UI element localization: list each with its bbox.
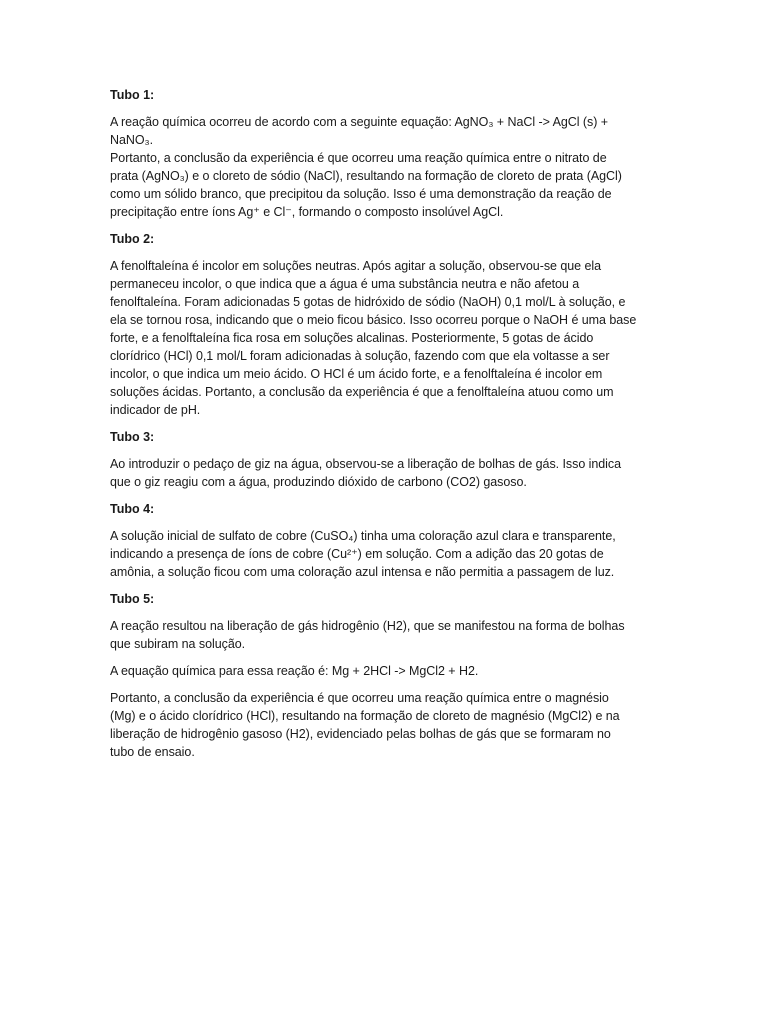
section-heading: Tubo 5:: [110, 592, 155, 606]
section-tubo-3: [110, 428, 660, 491]
text-line: Ao introduzir o pedaço de giz na água, observou-se a liberação de bolhas de gás. Isso indica: [110, 457, 622, 471]
section-heading: Tubo 3:: [110, 430, 155, 444]
text-line: (Mg) e o ácido clorídrico (HCl), resultando na formação de cloreto de magnésio (MgCl2) e na: [110, 709, 620, 723]
text-line: amônia, a solução ficou com uma coloração azul intensa e não permitia a passagem de luz.: [110, 565, 615, 579]
text-line: incolor, o que indica um meio ácido. O HCl é um ácido forte, e a fenolftaleína é incolor em: [110, 367, 603, 381]
paragraph: [110, 257, 660, 419]
text-line: Portanto, a conclusão da experiência é que ocorreu uma reação química entre o nitrato de: [110, 151, 607, 165]
text-line: que subiram na solução.: [110, 637, 246, 651]
section-tubo-2: [110, 230, 660, 419]
text-line: precipitação entre íons Ag⁺ e Cl⁻, formando o composto insolúvel AgCl.: [110, 205, 504, 219]
section-tubo-5: [110, 590, 660, 761]
text-line: prata (AgNO₃) e o cloreto de sódio (NaCl), resultando na formação de cloreto de prata (AgCl): [110, 169, 622, 183]
text-line: como um sólido branco, que precipitou da solução. Isso é uma demonstração da reação de: [110, 187, 612, 201]
section-tubo-4: [110, 500, 660, 581]
text-line: Portanto, a conclusão da experiência é que ocorreu uma reação química entre o magnésio: [110, 691, 609, 705]
text-line: indicando a presença de íons de cobre (Cu²⁺) em solução. Com a adição das 20 gotas de: [110, 547, 604, 561]
section-tubo-1: [110, 86, 660, 221]
section-heading: Tubo 4:: [110, 502, 155, 516]
text-line: A reação química ocorreu de acordo com a seguinte equação: AgNO₃ + NaCl -> AgCl (s) +: [110, 115, 608, 129]
paragraph: [110, 113, 660, 221]
text-line: permaneceu incolor, o que indica que a água é uma substância neutra e não afetou a: [110, 277, 580, 291]
paragraph: [110, 617, 660, 653]
text-line: soluções ácidas. Portanto, a conclusão da experiência é que a fenolftaleína atuou como um: [110, 385, 614, 399]
document-page: [110, 86, 660, 770]
text-line: indicador de pH.: [110, 403, 201, 417]
text-line: clorídrico (HCl) 0,1 mol/L foram adicionadas à solução, fazendo com que ela voltasse a ser: [110, 349, 610, 363]
text-line: fenolftaleína. Foram adicionadas 5 gotas de hidróxido de sódio (NaOH) 0,1 mol/L à solução, e: [110, 295, 626, 309]
section-heading: Tubo 2:: [110, 232, 155, 246]
paragraph: [110, 455, 660, 491]
text-line: NaNO₃.: [110, 133, 153, 147]
paragraph: [110, 689, 660, 761]
text-line: A solução inicial de sulfato de cobre (CuSO₄) tinha uma coloração azul clara e transparente,: [110, 529, 616, 543]
text-line: forte, e a fenolftaleína fica rosa em soluções alcalinas. Posteriormente, 5 gotas de ácido: [110, 331, 594, 345]
paragraph: [110, 527, 660, 581]
text-line: tubo de ensaio.: [110, 745, 195, 759]
document-body: [110, 86, 660, 761]
text-line: ela se tornou rosa, indicando que o meio ficou básico. Isso ocorreu porque o NaOH é uma base: [110, 313, 637, 327]
section-heading: Tubo 1:: [110, 88, 155, 102]
paragraph: [110, 662, 660, 680]
text-line: A equação química para essa reação é: Mg + 2HCl -> MgCl2 + H2.: [110, 664, 479, 678]
text-line: A reação resultou na liberação de gás hidrogênio (H2), que se manifestou na forma de bolhas: [110, 619, 625, 633]
text-line: que o giz reagiu com a água, produzindo dióxido de carbono (CO2) gasoso.: [110, 475, 527, 489]
text-line: liberação de hidrogênio gasoso (H2), evidenciado pelas bolhas de gás que se formaram no: [110, 727, 611, 741]
text-line: A fenolftaleína é incolor em soluções neutras. Após agitar a solução, observou-se que ela: [110, 259, 601, 273]
